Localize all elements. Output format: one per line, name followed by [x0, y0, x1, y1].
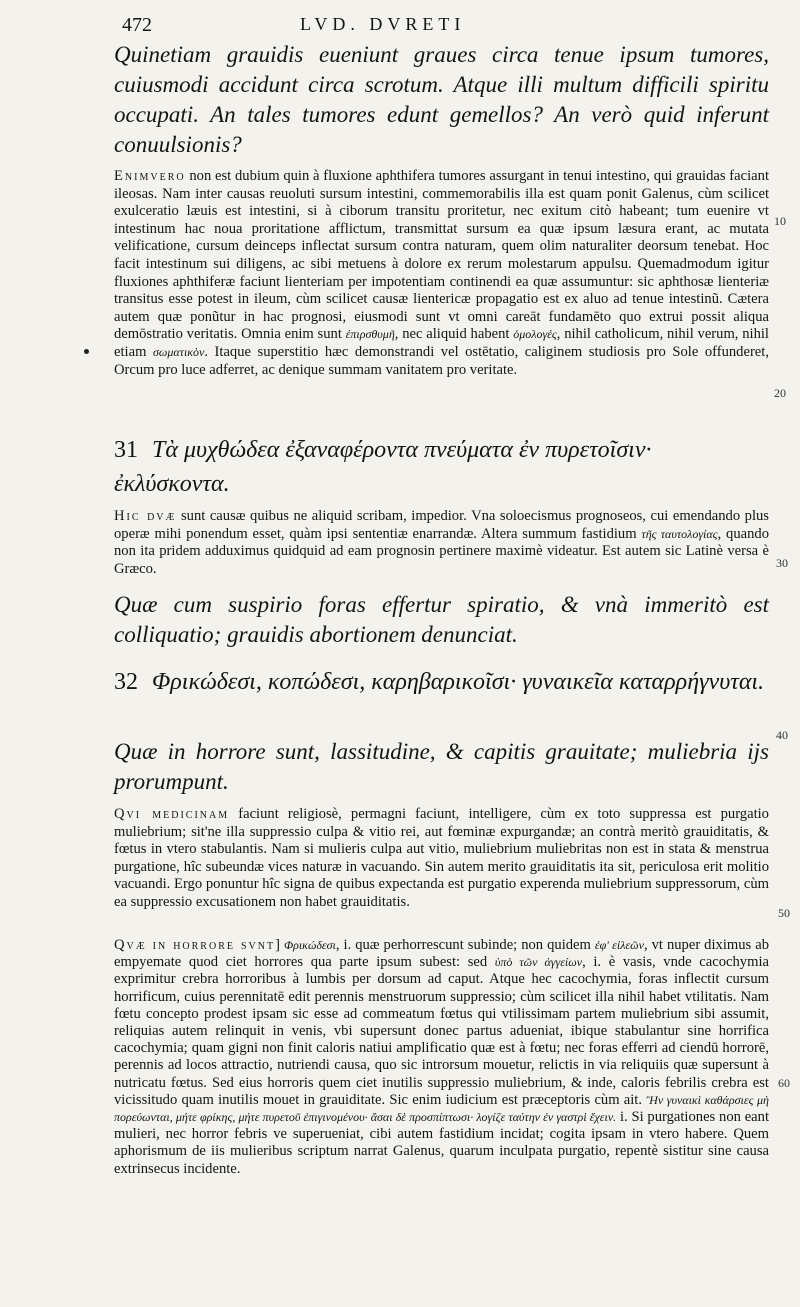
- commentary-body: , i. quæ perhorrescunt subinde; non quidem: [335, 937, 591, 953]
- margin-line-number: 50: [778, 906, 790, 920]
- greek-inline: Ἢν γυναικὶ καθάρσιες μὴ πορεύωνται, μήτε φρίκης, μήτε πυρετοῦ ἐπιγινομένου· ἄσαι δὲ προσπίπτωσι· λογίζε ταύτην ἐν γαστρὶ ἔχειν.: [114, 1092, 769, 1125]
- commentary-block-a: [114, 168, 769, 379]
- margin-bullet: [84, 349, 89, 354]
- commentary-32b: [114, 937, 769, 1178]
- aphorism-latin: Quæ in horrore sunt, lassitudine, & capitis grauitate; muliebria ijs prorumpunt.: [114, 739, 769, 794]
- aphorism-greek-text: Τὰ μυχθώδεα ἐξαναφέροντα πνεύματα ἐν πυρετοῖσιν· ἐκλύσκοντα.: [114, 437, 652, 497]
- greek-inline: ἐφ' εἰλεῶν: [594, 938, 644, 952]
- margin-line-number: 30: [776, 556, 788, 570]
- commentary-body: i. Si purgationes non eant mulieri, nec horror febris ve superueniat, cibi autem fastidium incidat; cogita ipsam in vtero habere. Quem aphorismum de iis mulieribus scriptum narrat Galenus, quarum inculpata purgatio, repentè sistitur sine causa extrinsecus incidente.: [114, 1109, 769, 1177]
- commentary-a: [114, 168, 769, 379]
- aphorism-number: 32: [114, 669, 138, 695]
- commentary-body: , nec aliquid habent: [394, 326, 510, 343]
- margin-line-number: 40: [776, 728, 788, 742]
- commentary-lead: Qvi medicinam: [114, 806, 230, 822]
- aphorism-greek: [114, 665, 769, 699]
- page-number: 472: [122, 14, 152, 36]
- commentary-body: sunt causæ quibus ne aliquid scribam, impedior. Vna soloecismus prognoseos, cui emendando plus operæ mihi ponendum esset, quàm ipsi sententiæ enarrandæ. Altera summum fastidium: [114, 508, 769, 542]
- commentary-block-32a: [114, 806, 769, 912]
- greek-inline: ὁμολογές: [513, 327, 557, 342]
- commentary-lead: Enimvero: [114, 168, 186, 184]
- greek-inline: σωματικὸν: [152, 344, 205, 359]
- greek-inline: ὑπὸ τῶν ἀγγείων: [494, 955, 583, 970]
- greek-inline: ἐπιρσθυμῆ: [345, 327, 395, 342]
- commentary-block-31: [114, 508, 769, 578]
- commentary-body: , i. è vasis, vnde cacochymia exprimitur crebra horroribus à lumbis per dorsum ad caput. Atque hec cacochymia, foras inflectit cursum horrificum, cuius perennitatē edit perennis menstruorum suppressio; cùm scilicet illa nihil habet vtilitatis. Nam fœtu concepto prodest ipsam sic esse ad commeatum fœtus qui vtilissimam partem muliebrium sibi assumit, reliquias autem relinquit in venis, vbi supersunt donec partus adueniat, ibique stabulantur sine horrifica cacochymia; quam gigni non finit caloris natiui amplificatio quæ est à fœtu; nec foras efferri ad ciendū horrorē, perennis ad locos attractio, nutriendi causa, quo sic introrsum mouetur, relictis in via reliquiis quæ supersunt à nutricatu fœtus. Sed eius horroris quem ciet inutilis suppressio muliebrium, & inde, caloris febrilis crebra est vicissitudo quam inutilis mouet in grauiditate. Sic enim iudicium est præceptoris cùm ait.: [114, 954, 769, 1108]
- margin-line-number: 10: [774, 214, 786, 228]
- commentary-lead: Qvæ in horrore svnt: [114, 937, 276, 953]
- commentary-lead: Hic dvæ: [114, 508, 177, 524]
- aphorism-32-greek-block: [114, 665, 769, 699]
- margin-line-number: 60: [778, 1076, 790, 1090]
- commentary-body: , nihil catholicum, nihil verum, nihil etiam: [114, 326, 769, 360]
- commentary-bracket: ]: [275, 937, 284, 953]
- lemma-block: [114, 40, 769, 160]
- commentary-32a: [114, 806, 769, 912]
- greek-inline: Φρικώδεσι: [283, 938, 336, 952]
- commentary-block-32b: [114, 937, 769, 1178]
- commentary-body: . Itaque superstitio hæc demonstrandi vel ostētatio, caliginem studiosis pro Sole offunderet, Orcum pro luce adferret, ac denique summam vanitatem pro veritate.: [114, 343, 769, 378]
- running-head: LVD. DVRETI: [300, 14, 466, 34]
- aphorism-31-greek-block: [114, 433, 769, 501]
- commentary-body: , quando non ita pridem adduximus quidquid ad eam prognosin pertinere maximè videatur. Est autem sic Latinè versa è Græco.: [114, 525, 770, 577]
- commentary-body: , vt nuper diximus ab empyemate quod ciet horrores qua parte ipsum subest: sed: [114, 937, 769, 971]
- aphorism-32-latin-block: [114, 737, 769, 797]
- commentary-body: faciunt religiosè, permagni faciunt, intelligere, cùm ex toto suppressa est purgatio muliebrium; sit'ne illa suppressio culpa & vitio rei, aut fœminæ expurgandæ; an contrà meritò grauiditatis, & fœtus in vtero stabulantis. Nam si mulieris culpa aut vitio, muliebrium muliebritas non est in stata & menstrua purgatione, hîc subeundæ vices naturæ in vacuando. Sin autem merito grauiditatis ita sit, periculosa erit molitio vacuandi. Ergo ponuntur hîc signa de quibus expectanda est purgatio experenda muliebrium suppressorum, cùm ea suppressio excusationem non habet grauiditatis.: [114, 806, 769, 910]
- page-header: [0, 4, 800, 34]
- margin-line-number: 20: [774, 386, 786, 400]
- aphorism-greek: [114, 433, 769, 501]
- greek-inline: τῆς ταυτολογίας: [641, 526, 718, 541]
- lemma-latin: Quinetiam grauidis eueniunt graues circa tenue ipsum tumores, cuiusmodi accidunt circa scrotum. Atque illi multum difficili spiritu occupati. An tales tumores edunt gemellos? An verò quid inferunt conuulsionis?: [114, 42, 769, 157]
- aphorism-31-latin-block: [114, 590, 769, 650]
- commentary-31: [114, 508, 769, 578]
- aphorism-number: 31: [114, 437, 138, 463]
- aphorism-greek-text: Φρικώδεσι, κοπώδεσι, καρηβαρικοῖσι· γυναικεῖα καταρρήγνυται.: [152, 669, 765, 695]
- aphorism-latin: Quæ cum suspirio foras effertur spiratio, & vnà immeritò est colliquatio; grauidis abortionem denunciat.: [114, 592, 769, 647]
- commentary-body: non est dubium quin à fluxione aphthifera tumores assurgant in tenui intestino, qui grauidas faciant ileosas. Nam inter causas reuoluti sursum intestini, commemorabilis illa est quam ponit Galenus, cùm scilicet exulceratio læuis est intestini, si à ciborum transitu proritetur, nec exitum citò habeant; tum euenire vt intestinum hac noua proritatione afflictum, transmittat sursum ea quæ ipsum læsura erant, ac mutata velificatione, cursum deinceps inflectat sursum contra naturam, quem olim naturaliter deorsum tenebat. Hoc facit intestinum sui diligens, ac sibi metuens à dolore ex rerum molestarum appulsu. Quemadmodum igitur fluxiones aphthiferæ faciunt lienteriam per impotentiam continendi ea quæ assumuntur: sic aphthosæ lienteriæ transitus esse potest in ileum, cùm scilicet causæ lientericæ propagatio est ex aluo ad tenue intestinũ. Cætera autem quæ ponũtur in hac prognosi, eiusmodi sunt vt omni careāt fundamēto quo extrui possit aliqua demōstratio veritatis. Omnia enim sunt: [114, 168, 769, 343]
